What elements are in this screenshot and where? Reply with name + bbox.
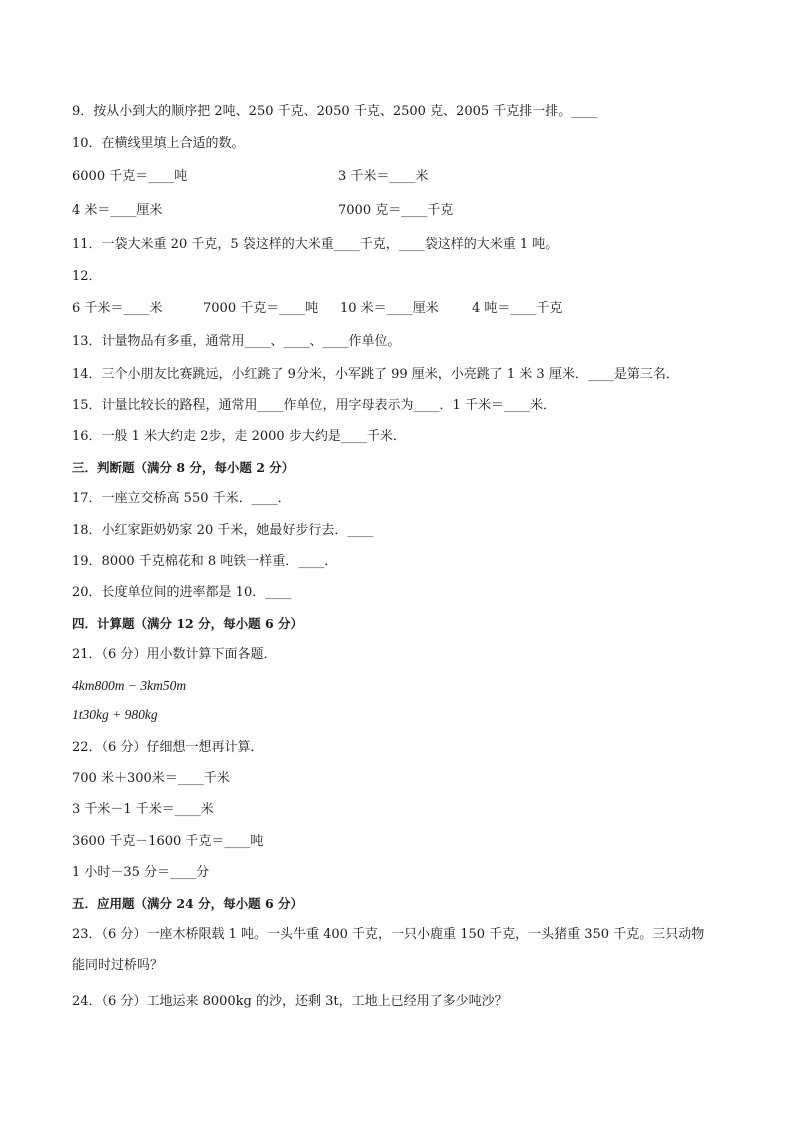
q21-item-a: 4km800m − 3km50m	[72, 678, 187, 693]
q10-item-b: 3 千米＝____米	[338, 169, 429, 184]
q22-item-a: 700 米＋300米＝____千米	[72, 771, 230, 786]
question-9: 9．按从小到大的顺序把 2吨、250 千克、2050 千克、2500 克、2005 千克排一排。____	[72, 104, 598, 119]
section-4-heading: 四．计算题（满分 12 分，每小题 6 分）	[72, 616, 304, 631]
q12-item-c: 10 米＝____厘米	[340, 301, 439, 316]
question-18: 18．小红家距奶奶家 20 千米，她最好步行去．____	[72, 523, 374, 538]
question-22: 22．（6 分）仔细想一想再计算．	[72, 740, 264, 755]
question-23-line-2: 能同时过桥吗？	[72, 958, 164, 973]
section-3-heading: 三．判断题（满分 8 分，每小题 2 分）	[72, 460, 295, 475]
section-5-heading: 五．应用题（满分 24 分，每小题 6 分）	[72, 896, 304, 911]
question-19: 19．8000 千克棉花和 8 吨铁一样重．____．	[72, 554, 338, 569]
question-14: 14．三个小朋友比赛跳远，小红跳了 9分米，小军跳了 99 厘米，小亮跳了 1 米 3 厘米．____是第三名．	[72, 367, 679, 382]
question-20: 20．长度单位间的进率都是 10．____	[72, 585, 292, 600]
q21-item-b: 1t30kg + 980kg	[72, 707, 158, 722]
q12-item-d: 4 吨＝____千克	[472, 301, 563, 316]
question-11: 11．一袋大米重 20 千克，5 袋这样的大米重____千克，____袋这样的大米重 1 吨。	[72, 237, 559, 252]
question-23-line-1: 23．（6 分）一座木桥限载 1 吨。一头牛重 400 千克，一只小鹿重 150 千克，一头猪重 350 千克。三只动物	[72, 927, 705, 942]
question-12: 12．	[72, 269, 102, 284]
q12-item-a: 6 千米＝____米	[72, 301, 163, 316]
question-10: 10．在横线里填上合适的数。	[72, 136, 245, 151]
question-13: 13．计量物品有多重，通常用____、____、____作单位。	[72, 334, 401, 349]
question-21: 21．（6 分）用小数计算下面各题．	[72, 647, 277, 662]
q22-item-d: 1 小时－35 分＝____分	[72, 865, 210, 880]
question-15: 15．计量比较长的路程，通常用____作单位，用字母表示为____．1 千米＝____米．	[72, 398, 556, 413]
q22-item-b: 3 千米－1 千米＝____米	[72, 802, 214, 817]
q10-item-c: 4 米＝____厘米	[72, 203, 163, 218]
q12-item-b: 7000 千克＝____吨	[203, 301, 319, 316]
question-16: 16．一般 1 米大约走 2步，走 2000 步大约是____千米．	[72, 429, 406, 444]
question-17: 17．一座立交桥高 550 千米．____．	[72, 491, 291, 506]
q10-item-d: 7000 克＝____千克	[338, 203, 454, 218]
q10-item-a: 6000 千克＝____吨	[72, 169, 188, 184]
q22-item-c: 3600 千克－1600 千克＝____吨	[72, 834, 264, 849]
question-24: 24．（6 分）工地运来 8000kg 的沙，还剩 3t，工地上已经用了多少吨沙？	[72, 994, 508, 1009]
